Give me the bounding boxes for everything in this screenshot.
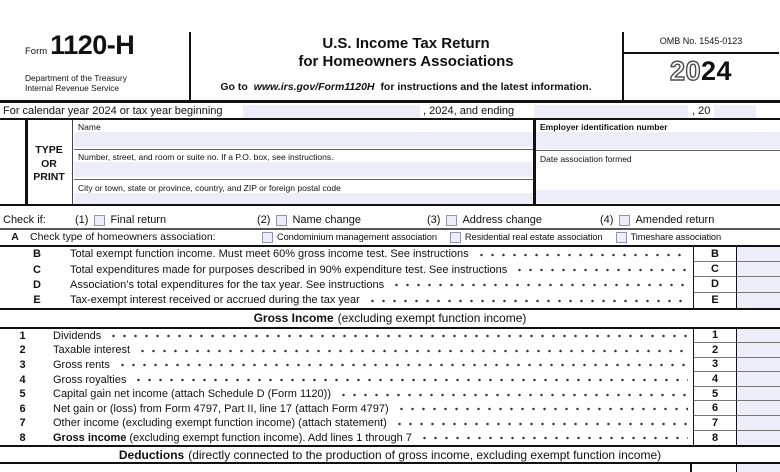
form-header [0, 28, 780, 100]
line-d-letter: D [33, 278, 41, 291]
deductions-subtitle: (directly connected to the production of gross income, excluding exempt function income) [188, 447, 662, 462]
timeshare-checkbox[interactable] [616, 232, 627, 243]
line-7-amount-field[interactable] [737, 416, 780, 431]
line-6-amount-field[interactable] [737, 401, 780, 416]
dot-leader [338, 393, 688, 397]
dot-leader [367, 299, 688, 303]
association-type-options [262, 232, 721, 243]
line-4-text [0, 374, 693, 386]
calendar-year-text-end: , 20 [692, 105, 711, 117]
goto-prefix: Go to [220, 81, 248, 93]
print-word: PRINT [33, 171, 65, 183]
timeshare-label: Timeshare association [630, 232, 722, 243]
line-2-row [0, 343, 780, 358]
line-e-row [0, 293, 780, 308]
line-6-number: 6 [19, 402, 26, 415]
form-number: 1120-H [50, 30, 135, 60]
next-row-amount-field[interactable] [737, 464, 780, 472]
line-8-box: 8 [693, 431, 737, 446]
ein-date-divider [536, 150, 780, 151]
residential-checkbox[interactable] [450, 232, 461, 243]
street-label: Number, street, and room or suite no. If a P.O. box, see instructions. [78, 152, 334, 162]
next-row-partial [0, 464, 780, 472]
line-d-row [0, 277, 780, 292]
line-5-row [0, 387, 780, 402]
line-c-amount-field[interactable] [737, 262, 780, 277]
check-if-label: Check if: [3, 214, 46, 226]
line-8-text [0, 432, 693, 444]
calendar-year-text-before: For calendar year 2024 or tax year beginning [3, 105, 223, 117]
dot-leader [137, 349, 688, 353]
line-e-letter: E [33, 294, 41, 307]
line-b-label: Total exempt function income. Must meet 60% gross income test. See instructions [70, 248, 469, 261]
line-7-box: 7 [693, 416, 737, 431]
goto-instructions-line [190, 81, 622, 93]
line-3-amount-field[interactable] [737, 358, 780, 373]
line-5-text [0, 388, 693, 400]
calendar-year-text-middle: , 2024, and ending [423, 105, 515, 117]
dot-leader [108, 334, 688, 338]
check-if-row [0, 206, 780, 230]
gross-income-title: Gross Income [253, 311, 334, 326]
line-c-letter: C [33, 263, 41, 276]
line-1-box: 1 [693, 329, 737, 344]
name-street-divider [74, 149, 534, 150]
line-d-box: D [693, 277, 737, 292]
irs-url-link[interactable]: www.irs.gov/Form1120H [253, 81, 375, 93]
line-4-amount-field[interactable] [737, 372, 780, 387]
deductions-title: Deductions [118, 447, 185, 462]
line-d-text [0, 279, 693, 291]
line-e-amount-field[interactable] [737, 293, 780, 308]
tax-year-bold-digits: 24 [701, 56, 733, 86]
line-c-label: Total expenditures made for purposes described in 90% expenditure test. See instructions [70, 263, 508, 276]
agency-block [25, 74, 127, 94]
ending-year-input[interactable] [714, 105, 756, 118]
line-6-row [0, 401, 780, 416]
line-c-row [0, 262, 780, 277]
line-b-text [0, 248, 693, 260]
residential-label: Residential real estate association [464, 232, 603, 243]
line-a-row [0, 230, 780, 247]
line-2-number: 2 [19, 344, 26, 357]
check-if-item-address-change [427, 214, 600, 226]
line-4-number: 4 [19, 373, 26, 386]
or-word: OR [41, 157, 57, 170]
title-line-1: U.S. Income Tax Return [322, 35, 490, 52]
name-input[interactable] [74, 132, 534, 147]
name-change-label: Name change [292, 214, 361, 226]
line-8-label [53, 432, 412, 444]
line-2-label: Taxable interest [53, 344, 131, 357]
condominium-checkbox[interactable] [262, 232, 273, 243]
line-1-number: 1 [19, 329, 26, 342]
line-e-text [0, 294, 693, 306]
street-city-divider [74, 179, 534, 180]
line-1-label: Dividends [53, 329, 102, 342]
dot-leader [394, 422, 688, 426]
ein-label: Employer identification number [540, 122, 668, 132]
line-2-box: 2 [693, 343, 737, 358]
line-1-text [0, 330, 693, 342]
item-number: (3) [427, 214, 441, 226]
line-3-row [0, 358, 780, 373]
line-7-label: Other income (excluding exempt function income) (attach statement) [53, 417, 387, 430]
check-if-item-amended-return [600, 214, 714, 226]
dot-leader [419, 436, 688, 440]
line-3-box: 3 [693, 358, 737, 373]
lines-1-to-8-section [0, 329, 780, 446]
line-6-box: 6 [693, 401, 737, 416]
line-7-row [0, 416, 780, 431]
line-6-text [0, 403, 693, 415]
tax-year [623, 56, 779, 87]
agency-line-2: Internal Revenue Service [25, 82, 120, 93]
type-word: TYPE [35, 144, 63, 156]
city-label: City or town, state or province, country, and ZIP or foreign postal code [78, 182, 341, 193]
dot-leader [476, 253, 688, 257]
omb-divider [623, 52, 779, 54]
entity-info-block [0, 118, 780, 206]
calendar-year-row [0, 100, 780, 118]
dot-leader [396, 407, 688, 411]
form-number-block [25, 30, 134, 61]
line-8-amount-field[interactable] [737, 431, 780, 446]
form-word: Form [25, 46, 48, 57]
name-label: Name [78, 122, 101, 132]
line-a-label: Check type of homeowners association: [30, 231, 216, 244]
line-4-label: Gross royalties [53, 373, 127, 386]
line-7-text [0, 417, 693, 429]
line-5-number: 5 [19, 388, 26, 401]
dot-leader [391, 283, 688, 287]
line-c-text [0, 264, 693, 276]
line-7-number: 7 [19, 417, 26, 430]
item-number: (1) [75, 214, 89, 226]
line-2-amount-field[interactable] [737, 343, 780, 358]
line-c-box: C [693, 262, 737, 277]
line-2-text [0, 344, 693, 356]
date-formed-label: Date association formed [540, 153, 632, 164]
date-formed-input[interactable] [536, 190, 780, 203]
line-e-box: E [693, 293, 737, 308]
line-1-row [0, 329, 780, 344]
name-change-checkbox[interactable] [276, 215, 287, 226]
agency-line-1: Department of the Treasury [25, 73, 127, 83]
title-line-2: for Homeowners Associations [298, 52, 514, 70]
final-return-checkbox[interactable] [94, 215, 105, 226]
line-8-bold-prefix: Gross income [53, 431, 127, 444]
line-8-number: 8 [19, 431, 26, 444]
gross-income-subtitle: (excluding exempt function income) [337, 311, 527, 326]
tax-year-beginning-input[interactable] [243, 105, 420, 118]
lines-b-to-e-section [0, 247, 780, 309]
condominium-label: Condominium management association [277, 232, 437, 243]
line-b-row [0, 247, 780, 262]
form-title [190, 35, 622, 70]
line-d-amount-field[interactable] [737, 277, 780, 292]
address-change-checkbox[interactable] [446, 215, 457, 226]
line-b-box: B [693, 247, 737, 262]
amended-return-label: Amended return [635, 214, 715, 226]
ein-input[interactable] [536, 132, 780, 149]
address-change-label: Address change [462, 214, 542, 226]
goto-suffix: for instructions and the latest information. [380, 81, 592, 93]
check-if-item-name-change [257, 214, 427, 226]
dot-leader [514, 268, 688, 272]
item-number: (4) [600, 214, 614, 226]
line-4-row [0, 372, 780, 387]
dot-leader [133, 378, 688, 382]
type-or-print-label [26, 144, 72, 185]
next-row-box-left-border [690, 464, 692, 472]
dot-leader [117, 363, 688, 367]
item-number: (2) [257, 214, 271, 226]
line-e-label: Tax-exempt interest received or accrued during the tax year [70, 294, 360, 307]
line-5-box: 5 [693, 387, 737, 402]
line-8-rest: (excluding exempt function income). Add lines 1 through 7 [129, 431, 412, 444]
final-return-label: Final return [110, 214, 167, 226]
line-d-label: Association’s total expenditures for the tax year. See instructions [70, 278, 385, 291]
line-3-text [0, 359, 693, 371]
check-if-item-final-return [75, 214, 257, 226]
omb-number: OMB No. 1545-0123 [659, 36, 743, 46]
line-5-amount-field[interactable] [737, 387, 780, 402]
amended-return-checkbox[interactable] [619, 215, 630, 226]
line-1-amount-field[interactable] [737, 329, 780, 344]
gross-income-section-header [0, 308, 780, 329]
street-input[interactable] [74, 162, 534, 177]
line-8-row [0, 431, 780, 446]
line-3-number: 3 [19, 358, 26, 371]
tax-year-ending-input[interactable] [534, 105, 688, 118]
line-4-box: 4 [693, 372, 737, 387]
deductions-section-header [0, 445, 780, 464]
line-b-letter: B [33, 248, 41, 261]
line-b-amount-field[interactable] [737, 247, 780, 262]
line-6-label: Net gain or (loss) from Form 4797, Part II, line 17 (attach Form 4797) [53, 402, 389, 415]
line-5-label: Capital gain net income (attach Schedule D (Form 1120)) [53, 388, 331, 401]
tax-year-outline-digits: 20 [669, 56, 701, 86]
line-a-letter: A [11, 231, 19, 244]
city-input[interactable] [74, 193, 534, 204]
line-3-label: Gross rents [53, 358, 110, 371]
